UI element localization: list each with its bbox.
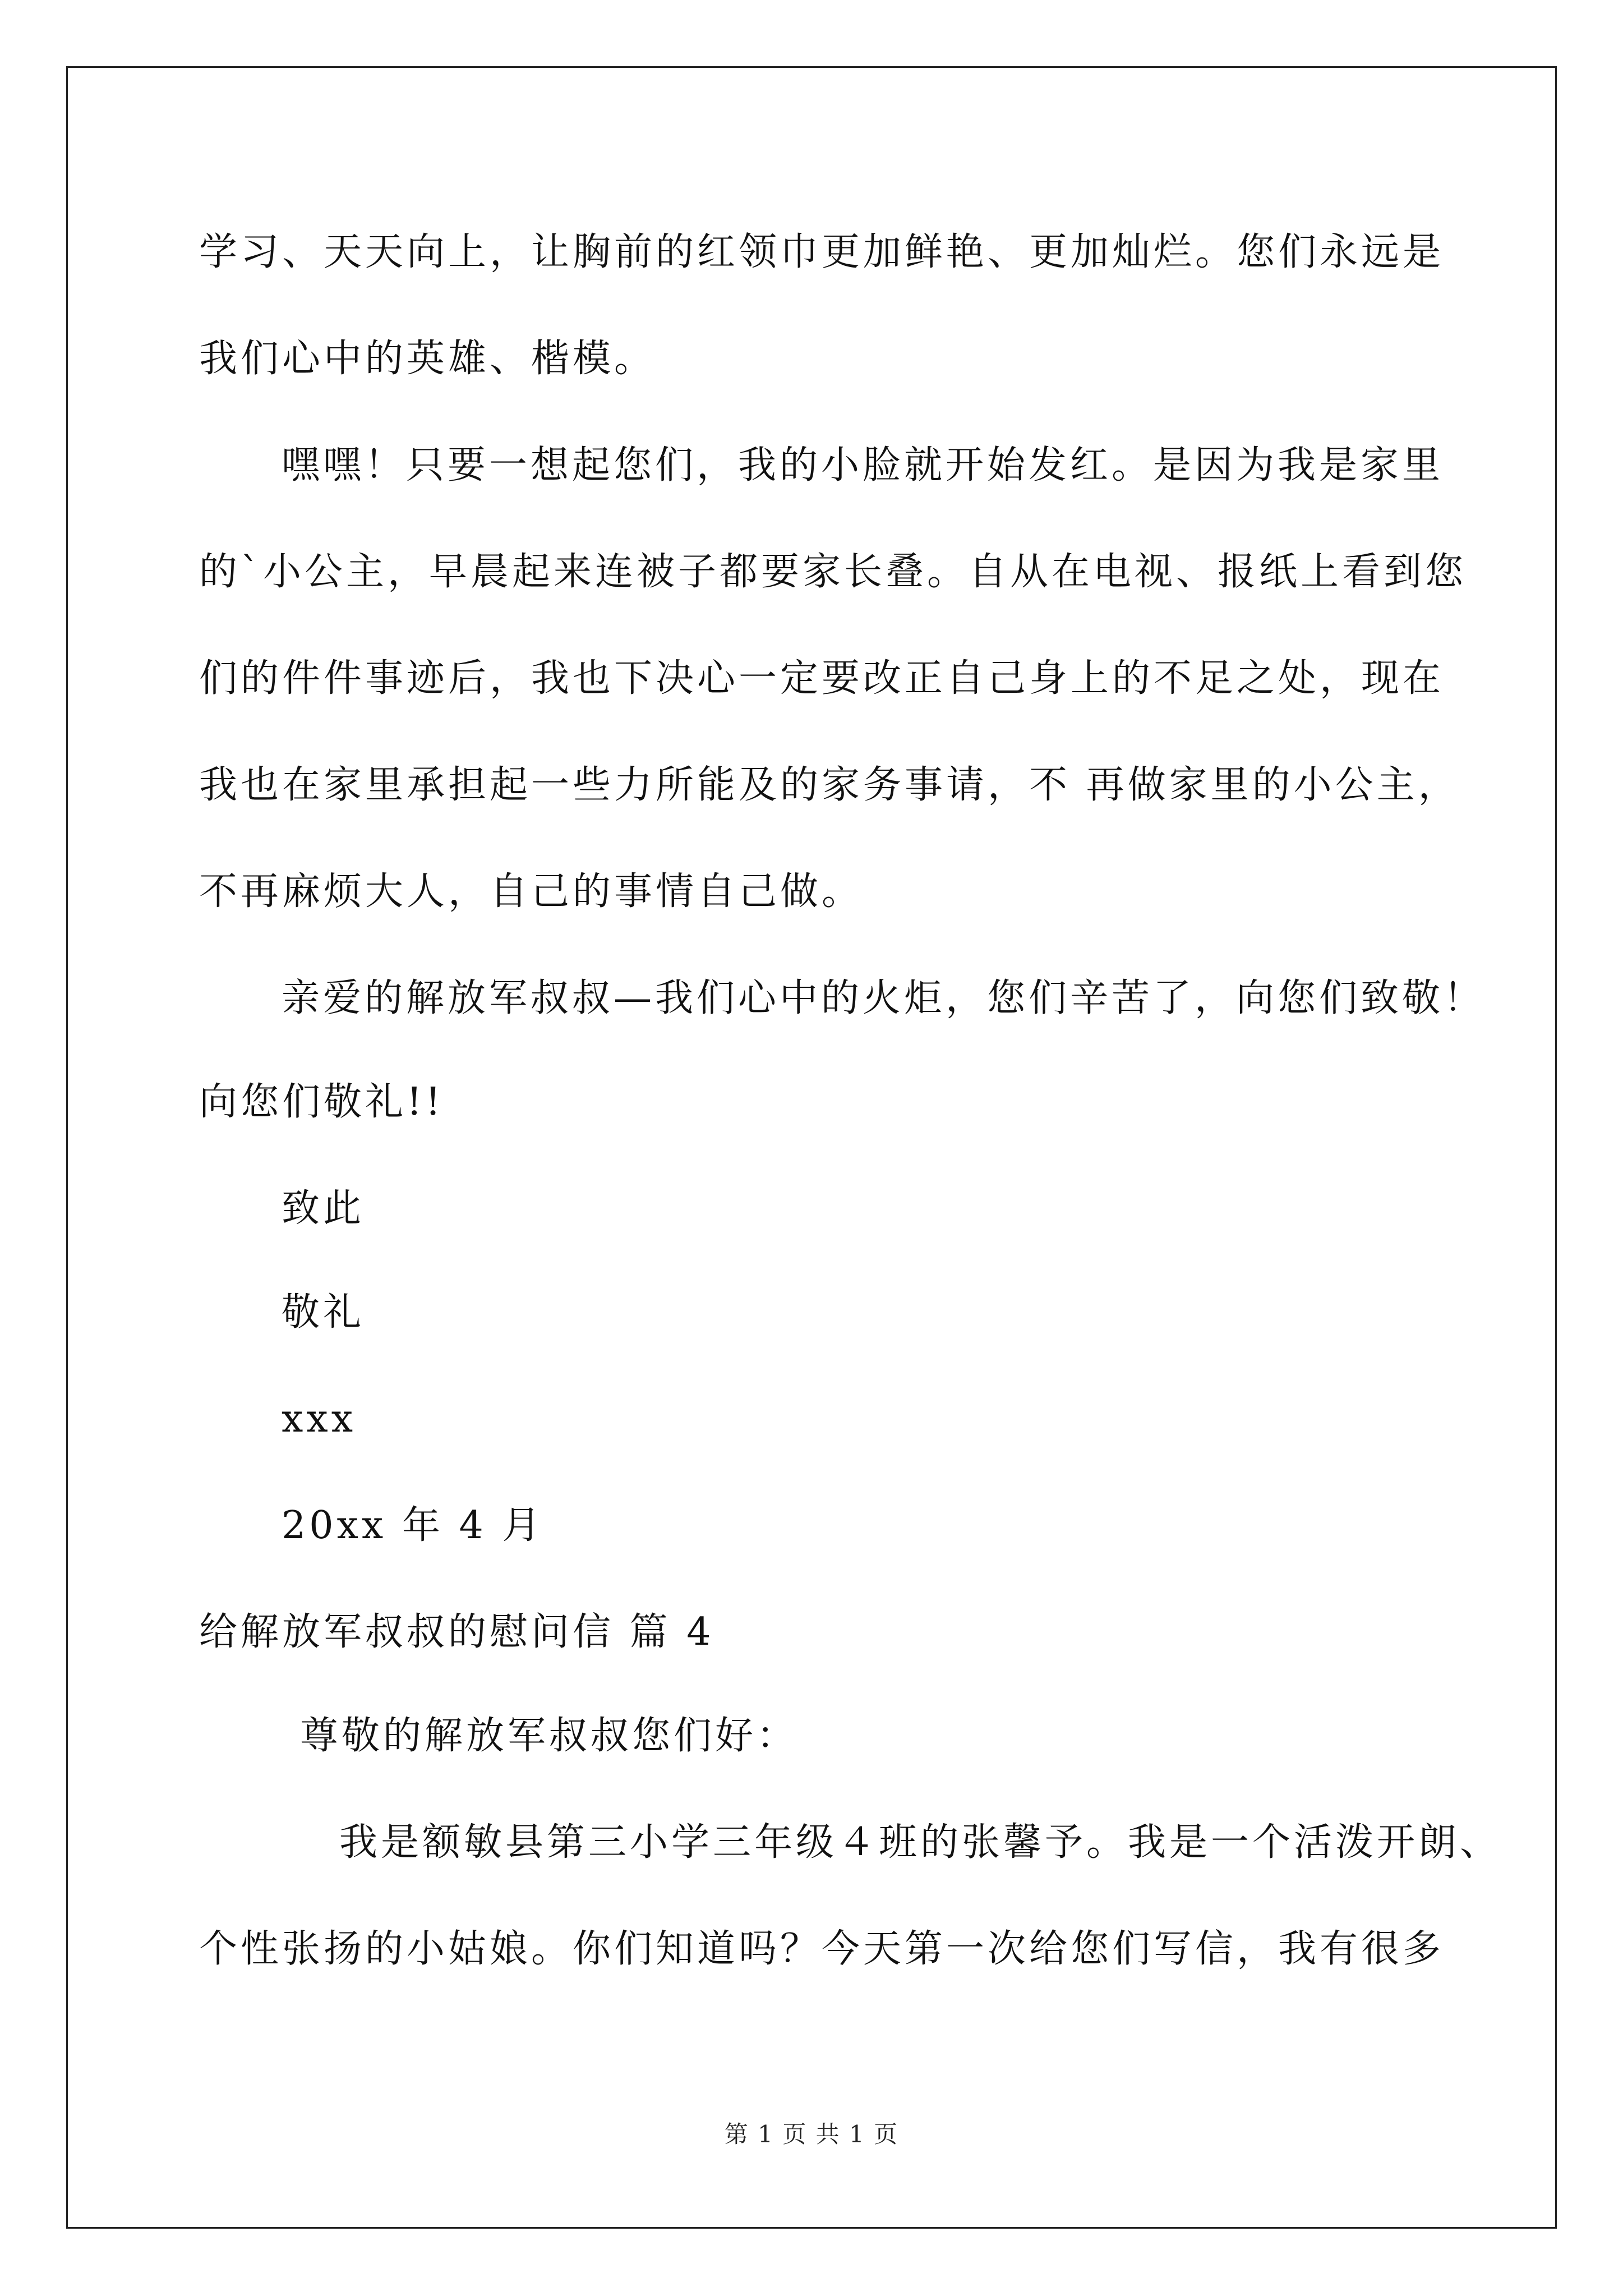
section-heading: 给解放军叔叔的慰问信 篇 4 (199, 1610, 714, 1654)
paragraph-line: 个性张扬的小姑娘。你们知道吗？今天第一次给您们写信，我有很多 (199, 1927, 1445, 1971)
paragraph-line: 我也在家里承担起一些力所能及的家务事请，不 再做家里的小公主， (199, 763, 1460, 807)
signature-line: xxx (282, 1397, 357, 1441)
paragraph-line: 嘿嘿！只要一想起您们，我的小脸就开始发红。是因为我是家里 (282, 443, 1444, 487)
date-line: 20xx 年 4 月 (282, 1503, 544, 1548)
paragraph-line: 的`小公主，早晨起来连被子都要家长叠。自从在电视、报纸上看到您 (199, 550, 1467, 594)
paragraph-line: 学习、天天向上，让胸前的红领巾更加鲜艳、更加灿烂。您们永远是 (199, 230, 1445, 274)
page-border (66, 66, 1557, 2229)
paragraph-line: 们的件件事迹后，我也下决心一定要改正自己身上的不足之处，现在 (199, 656, 1445, 701)
paragraph-line: 向您们敬礼!! (199, 1080, 444, 1124)
closing-line: 致此 (282, 1186, 365, 1231)
page-footer: 第 1 页 共 1 页 (724, 2120, 899, 2148)
closing-line: 敬礼 (282, 1290, 365, 1335)
greeting-line: 尊敬的解放军叔叔您们好： (300, 1714, 799, 1758)
paragraph-line: 我们心中的英雄、楷模。 (199, 337, 656, 381)
paragraph-line: 不再麻烦大人，自己的事情自己做。 (199, 869, 864, 914)
paragraph-line: 亲爱的解放军叔叔—我们心中的火炬，您们辛苦了，向您们致敬！ (282, 976, 1486, 1020)
paragraph-line: 我是额敏县第三小学三年级４班的张馨予。我是一个活泼开朗、 (339, 1820, 1502, 1865)
